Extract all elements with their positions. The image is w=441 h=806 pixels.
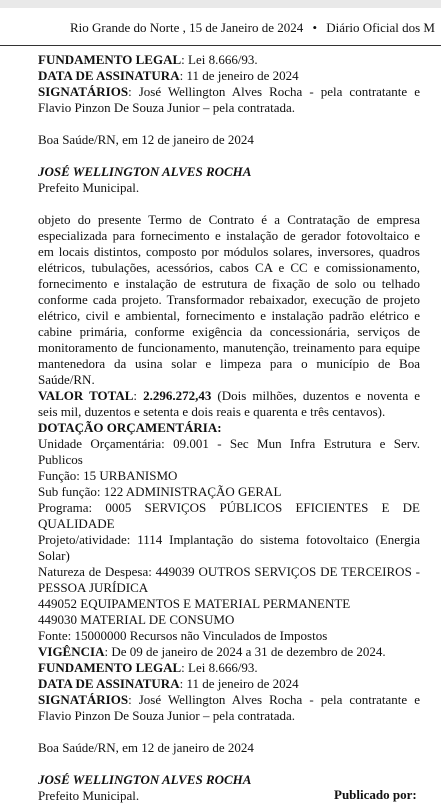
valor-label: VALOR TOTAL (38, 388, 134, 403)
data-assinatura-label: DATA DE ASSINATURA (38, 68, 180, 83)
natureza-despesa: Natureza de Despesa: 449039 OUTROS SERVIÇOS DE TERCEIROS - PESSOA JURÍDICA (38, 564, 420, 595)
fundamento-label: FUNDAMENTO LEGAL (38, 660, 182, 675)
signatarios-1 (38, 84, 420, 116)
data-assinatura-label: DATA DE ASSINATURA (38, 676, 180, 691)
place-date-1: Boa Saúde/RN, em 12 de janeiro de 2024 (38, 132, 254, 147)
vigencia (38, 644, 420, 660)
subfuncao: Sub função: 122 ADMINISTRAÇÃO GERAL (38, 484, 282, 499)
signer-name-1: JOSÉ WELLINGTON ALVES ROCHA (38, 164, 252, 179)
fonte: Fonte: 15000000 Recursos não Vinculados de Impostos (38, 628, 328, 643)
valor-total (38, 388, 420, 420)
fundamento-value: : Lei 8.666/93. (181, 660, 258, 675)
header-city-date: Rio Grande do Norte , 15 de Janeiro de 2024 (70, 20, 304, 35)
signatarios-label: SIGNATÁRIOS (38, 84, 129, 99)
data-assinatura-1 (38, 68, 420, 84)
signer-role-2: Prefeito Municipal. (38, 788, 140, 803)
header-strip (0, 0, 441, 8)
header-bullet: • (312, 20, 318, 35)
publicado-por: Publicado por: (334, 787, 417, 802)
funcao: Função: 15 URBANISMO (38, 468, 178, 483)
valor-extenso: (Dois milhões, duzentos e noventa e seis mil, duzentos e setenta e dois reais e quarenta e três centavos). (38, 388, 420, 419)
fundamento-legal-2 (38, 660, 420, 676)
page-header (0, 0, 441, 46)
signer-name-2: JOSÉ WELLINGTON ALVES ROCHA (38, 772, 252, 787)
fundamento-value: : Lei 8.666/93. (181, 52, 258, 67)
signatarios-label: SIGNATÁRIOS (38, 692, 129, 707)
dotacao-heading (38, 420, 420, 436)
place-date-2: Boa Saúde/RN, em 12 de janeiro de 2024 (38, 740, 254, 755)
header-journal: Diário Oficial dos M (326, 20, 435, 35)
natureza-despesa-3: 449030 MATERIAL DE CONSUMO (38, 612, 235, 627)
signatarios-value: : José Wellington Alves Rocha - pela contratante e Flavio Pinzon De Souza Junior – pela contratada. (38, 692, 420, 723)
projeto-atividade: Projeto/atividade: 1114 Implantação do sistema fotovoltaico (Energia Solar) (38, 532, 420, 563)
data-assinatura-value: : 11 de jeneiro de 2024 (179, 68, 299, 83)
dotacao-label: DOTAÇÃO ORÇAMENTÁRIA: (38, 420, 222, 435)
vigencia-label: VIGÊNCIA (38, 644, 105, 659)
data-assinatura-value: : 11 de jeneiro de 2024 (179, 676, 299, 691)
valor-amount: 2.296.272,43 (143, 388, 212, 403)
fundamento-label: FUNDAMENTO LEGAL (38, 52, 182, 67)
vigencia-value: : De 09 de janeiro de 2024 a 31 de dezembro de 2024. (104, 644, 386, 659)
unidade-orcamentaria: Unidade Orçamentária: 09.001 - Sec Mun Infra Estrutura e Serv. Publicos (38, 436, 420, 467)
data-assinatura-2 (38, 676, 420, 692)
signatarios-2 (38, 692, 420, 724)
header-text (70, 20, 435, 36)
fundamento-legal-1 (38, 52, 420, 68)
signatarios-value: : José Wellington Alves Rocha - pela contratante e Flavio Pinzon De Souza Junior – pela contratada. (38, 84, 420, 115)
objeto-paragraph: objeto do presente Termo de Contrato é a Contratação de empresa especializada para fornecimento e instalação de gerador fotovoltaico e em locais distintos, composto por módulos solares, inversores, quadros elétricos, tubulações, acessórios, cabos CA e CC e comissionamento, fornecimento e instalação de estrutura de fixação de solo ou telhado conforme cada projeto. Transformador rebaixador, execução de projeto elétrico, civil e ambiental, fornecimento e instalação padrão elétrico e cabine primária, conforme exigência da concessionária, serviços de monitoramento de funcionamento, manutenção, treinamento para equipe mantenedora da usina solar e limpeza para o município de Boa Saúde/RN. (38, 212, 420, 387)
valor-colon: : (133, 388, 144, 403)
programa: Programa: 0005 SERVIÇOS PÚBLICOS EFICIENTES E DE QUALIDADE (38, 500, 420, 531)
signer-role-1: Prefeito Municipal. (38, 180, 140, 195)
natureza-despesa-2: 449052 EQUIPAMENTOS E MATERIAL PERMANENTE (38, 596, 351, 611)
document-body (38, 52, 420, 804)
